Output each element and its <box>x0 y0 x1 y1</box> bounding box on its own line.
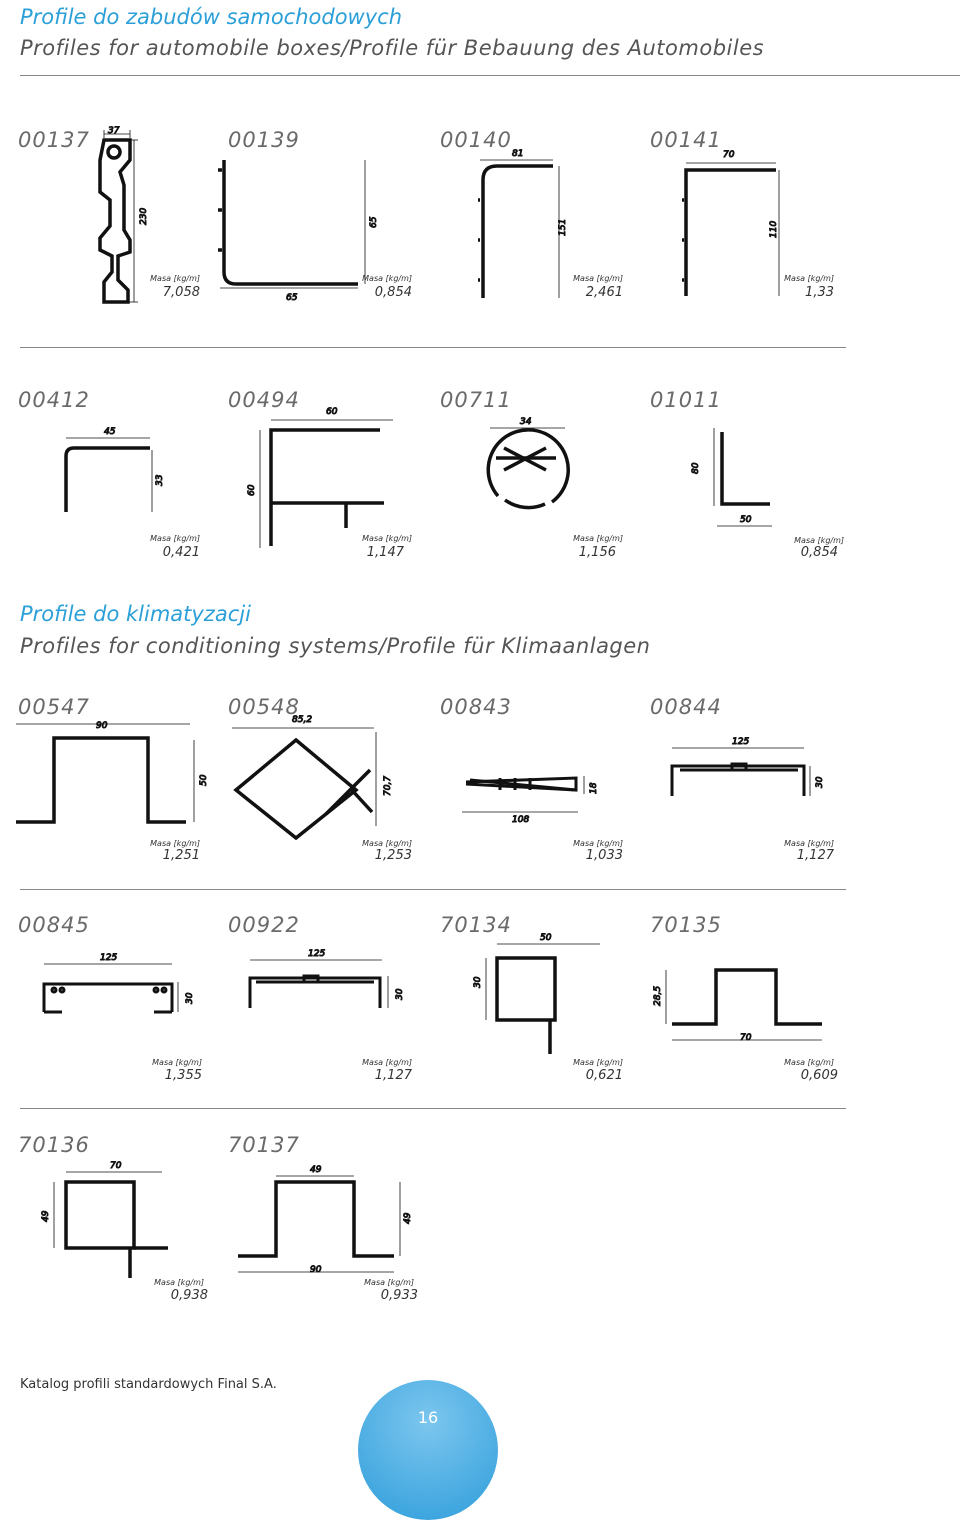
dim-label: 151 <box>558 218 568 236</box>
profile-code: 70134 <box>440 913 512 937</box>
mass-value: 0,609 <box>800 1068 838 1083</box>
mass-label: Masa [kg/m] <box>362 1058 412 1067</box>
dim-label: 81 <box>512 149 524 159</box>
dim-label: 49 <box>403 1212 413 1224</box>
mass-label: Masa [kg/m] <box>152 1058 202 1067</box>
mass-label: Masa [kg/m] <box>362 839 412 848</box>
dim-label: 34 <box>520 417 532 427</box>
dim-label: 49 <box>310 1165 322 1175</box>
profile-01011-drawing <box>722 432 770 504</box>
dim-label: 90 <box>96 721 108 731</box>
profile-code: 00139 <box>228 128 300 152</box>
dim-label: 85,2 <box>292 715 313 725</box>
dim-label: 33 <box>155 474 165 486</box>
dim-label: 60 <box>326 407 338 417</box>
profile-code: 00845 <box>18 913 90 937</box>
mass-value: 1,127 <box>796 848 834 863</box>
mass-label: Masa [kg/m] <box>154 1278 204 1287</box>
mass-value: 1,156 <box>578 545 616 560</box>
mass-value: 1,33 <box>805 285 834 300</box>
dim-label: 70 <box>740 1033 752 1043</box>
profile-code: 00844 <box>650 695 722 719</box>
dim-label: 230 <box>139 207 149 225</box>
profile-code: 00922 <box>228 913 300 937</box>
profile-70135-drawing <box>672 970 822 1024</box>
mass-value: 1,253 <box>374 848 412 863</box>
mass-value: 0,854 <box>800 545 838 560</box>
mass-label: Masa [kg/m] <box>364 1278 414 1287</box>
profile-code: 70135 <box>650 913 722 937</box>
profile-00843-drawing <box>466 778 576 790</box>
catalog-footer: Katalog profili standardowych Final S.A. <box>20 1377 277 1392</box>
dim-label: 18 <box>589 782 599 794</box>
mass-value: 0,938 <box>170 1288 208 1303</box>
dim-label: 70 <box>723 150 735 160</box>
mass-label: Masa [kg/m] <box>362 274 412 283</box>
profile-00711-drawing <box>488 430 568 508</box>
mass-label: Masa [kg/m] <box>573 1058 623 1067</box>
mass-label: Masa [kg/m] <box>794 536 844 545</box>
profile-code: 70136 <box>18 1133 90 1157</box>
profile-00548-drawing <box>236 740 372 838</box>
mass-value: 1,355 <box>164 1068 202 1083</box>
dim-label: 65 <box>369 216 379 228</box>
profile-00845-drawing <box>44 984 172 1012</box>
dim-label: 125 <box>308 949 326 959</box>
mass-value: 7,058 <box>162 285 200 300</box>
dim-label: 70,7 <box>383 775 393 796</box>
dim-label: 70 <box>110 1161 122 1171</box>
profile-00844-drawing <box>672 764 804 796</box>
profile-00141-dims <box>686 163 779 296</box>
profile-70134-drawing <box>497 958 555 1054</box>
dim-label: 108 <box>512 815 530 825</box>
dim-label: 30 <box>395 988 405 1000</box>
profile-00844-dims <box>672 748 810 796</box>
profile-00494-drawing <box>271 430 384 546</box>
profile-code: 01011 <box>650 388 722 412</box>
profile-00139-dims <box>220 160 365 288</box>
mass-label: Masa [kg/m] <box>573 839 623 848</box>
mass-value: 0,854 <box>374 285 412 300</box>
mass-label: Masa [kg/m] <box>573 274 623 283</box>
dim-label: 45 <box>104 427 116 437</box>
mass-label: Masa [kg/m] <box>150 839 200 848</box>
section-title-pl: Profile do klimatyzacji <box>20 602 251 626</box>
mass-label: Masa [kg/m] <box>573 534 623 543</box>
profile-code: 00548 <box>228 695 300 719</box>
dim-label: 50 <box>199 774 209 786</box>
dim-label: 50 <box>740 515 752 525</box>
dim-label: 125 <box>732 737 750 747</box>
profile-00141-drawing <box>682 170 776 296</box>
mass-label: Masa [kg/m] <box>150 274 200 283</box>
dim-label: 65 <box>286 293 298 303</box>
mass-value: 1,127 <box>374 1068 412 1083</box>
mass-value: 2,461 <box>585 285 623 300</box>
mass-label: Masa [kg/m] <box>784 274 834 283</box>
dim-label: 80 <box>691 462 701 474</box>
profile-00922-dims <box>250 960 388 1008</box>
dim-label: 37 <box>108 126 120 136</box>
dim-label: 110 <box>769 220 779 238</box>
dim-label: 30 <box>815 776 825 788</box>
mass-label: Masa [kg/m] <box>784 1058 834 1067</box>
profile-00494-dims <box>260 420 393 548</box>
profile-code: 00547 <box>18 695 90 719</box>
profile-code: 00711 <box>440 388 512 412</box>
profile-00412-drawing <box>66 448 150 512</box>
section-title-pl: Profile do zabudów samochodowych <box>20 5 403 29</box>
profile-00547-drawing <box>16 738 186 822</box>
section-title-en-de: Profiles for conditioning systems/Profile für Klimaanlagen <box>20 634 651 658</box>
profile-00139-drawing <box>218 160 358 284</box>
profile-code: 70137 <box>228 1133 300 1157</box>
mass-value: 0,621 <box>585 1068 623 1083</box>
profile-00922-drawing <box>250 976 380 1008</box>
dim-label: 30 <box>185 992 195 1004</box>
dim-label: 49 <box>41 1210 51 1222</box>
profile-code: 00141 <box>650 128 722 152</box>
mass-value: 0,421 <box>162 545 200 560</box>
page-number-tab <box>358 1380 498 1520</box>
mass-label: Masa [kg/m] <box>784 839 834 848</box>
dim-label: 28,5 <box>653 985 663 1006</box>
dim-label: 50 <box>540 933 552 943</box>
dim-label: 60 <box>247 484 257 496</box>
profile-70136-drawing <box>66 1182 168 1278</box>
profile-code: 00843 <box>440 695 512 719</box>
mass-label: Masa [kg/m] <box>150 534 200 543</box>
dim-label: 30 <box>473 976 483 988</box>
profile-00140-dims <box>480 160 559 298</box>
profile-code: 00137 <box>18 128 90 152</box>
profile-00137-drawing <box>100 140 130 302</box>
dim-label: 125 <box>100 953 118 963</box>
mass-value: 1,033 <box>585 848 623 863</box>
dim-label: 90 <box>310 1265 322 1275</box>
mass-label: Masa [kg/m] <box>362 534 412 543</box>
profile-code: 00140 <box>440 128 512 152</box>
profile-code: 00494 <box>228 388 300 412</box>
mass-value: 1,251 <box>162 848 200 863</box>
mass-value: 1,147 <box>366 545 404 560</box>
profile-70137-drawing <box>238 1182 394 1256</box>
section-title-en-de: Profiles for automobile boxes/Profile für Bebauung des Automobiles <box>20 36 765 60</box>
page-number: 16 <box>417 1408 439 1427</box>
profile-70135-dims <box>666 970 822 1040</box>
profile-70134-dims <box>486 944 600 1020</box>
profile-00140-drawing <box>478 166 553 298</box>
profile-code: 00412 <box>18 388 90 412</box>
mass-value: 0,933 <box>380 1288 418 1303</box>
